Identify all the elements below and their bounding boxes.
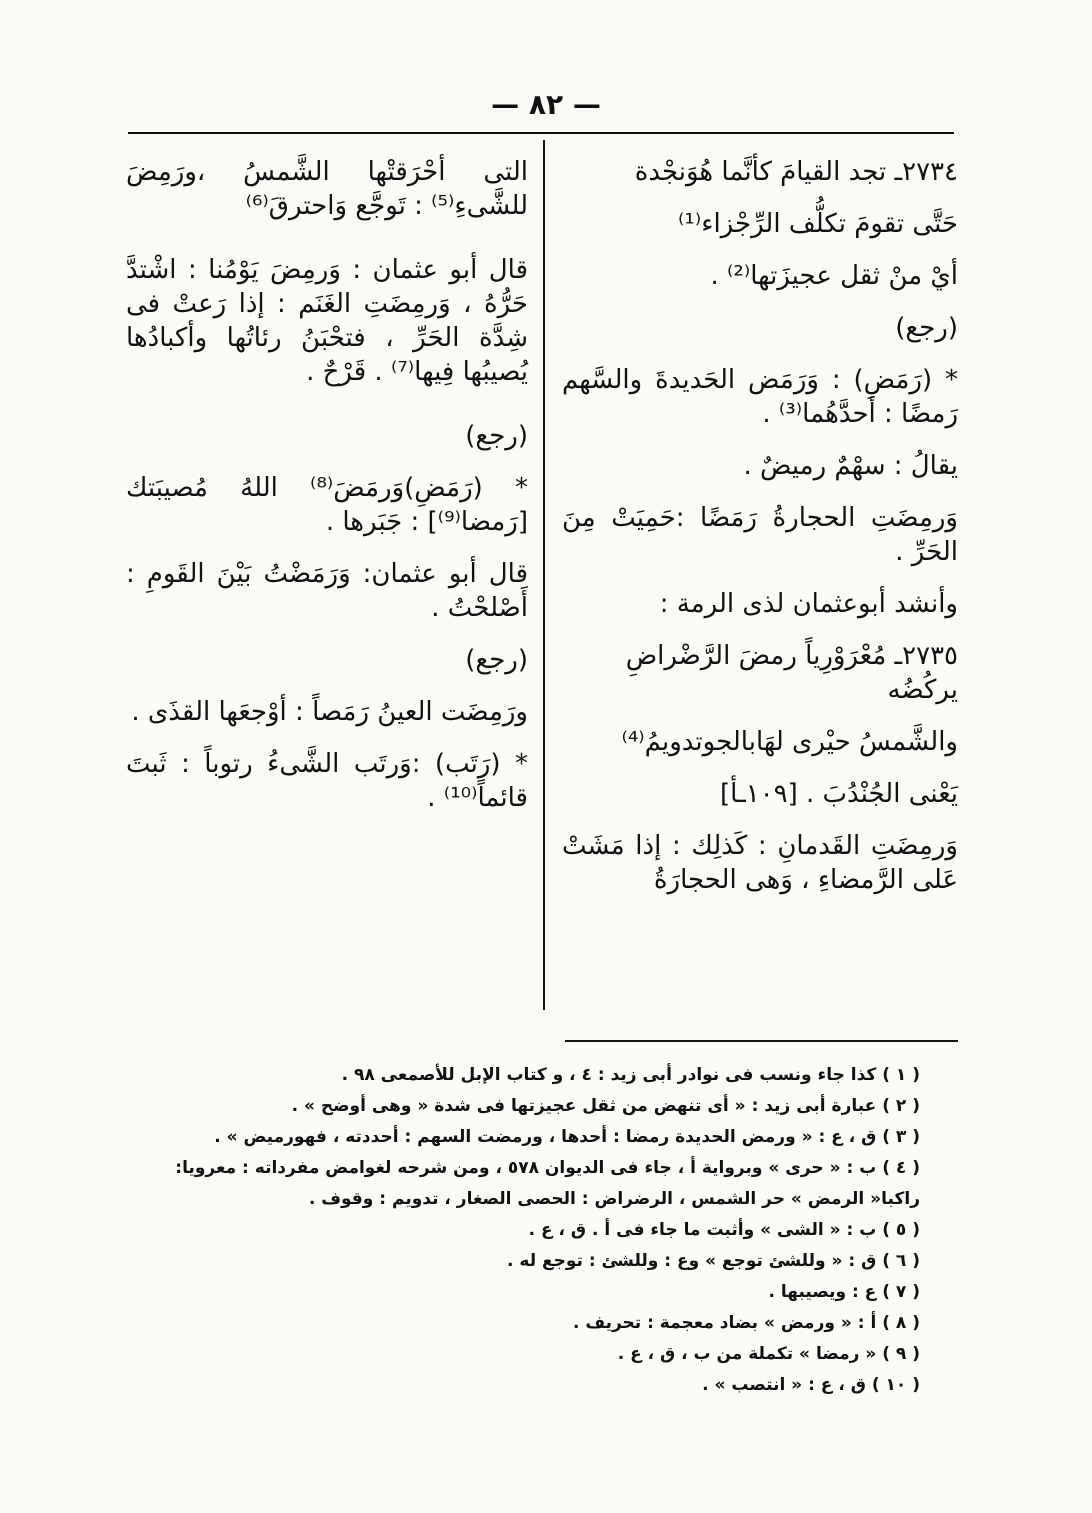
paragraph: يقالُ : سهْمٌ رميضٌ . [743,451,958,481]
paragraph: يَعْنى الجُنْدُبَ . [١٠٩ـأ] [720,779,958,809]
verse-line: والشَّمسُ حيْرى لهَابالجوتدويمُ⁽⁴⁾ [621,727,958,757]
footnote: ( ٧ ) ع : ويصيبها . [768,1282,920,1302]
section-heading: (رجع) [895,313,958,343]
paragraph: ورَمِضَت العينُ رَمَصاً : أوْجعَها القذَى . [131,697,528,727]
entry-paragraph: * (رَمَضِ) : وَرَمَض الحَديدةَ والسَّهم رَمضًا : أحدَّهُما⁽³⁾ . [562,365,958,429]
footnote: ( ٢ ) عبارة أبى زيد : « أى تنهض من ثقل عجيزتها فى شدة « وهى أوضح » . [291,1096,920,1116]
entry-paragraph: * (رَمَضِ)وَرمَضَ⁽⁸⁾ اللهُ مُصيبَتك [رَمضا⁽⁹⁾] : جَبَرها . [126,473,528,537]
section-heading: (رجع) [465,421,528,451]
footnote: ( ٣ ) ق ، ع : « ورمض الحديدة رمضا : أحدها ، ورمضت السهم : أحددته ، فهورميض » . [214,1127,920,1147]
left-column [126,155,528,833]
paragraph: التى أحْرَقتْها الشَّمسُ ،ورَمِضَ للشَّىءِ⁽⁵⁾ : تَوجَّع وَاحترقَ⁽⁶⁾ [126,157,528,221]
top-rule [128,132,954,134]
footnote: ( ٦ ) ق : « وللشئ توجع » وع : وللشئ : توجع له . [507,1251,920,1271]
footnote: ( ٩ ) « رمضا » تكملة من ب ، ق ، ع . [617,1344,920,1364]
verse-line: ٢٧٣٥ـ مُعْرَوْرِياً رمضَ الرَّضْراضِ يركُضُه [625,641,958,705]
footnotes [120,1060,920,1401]
footnote: ( ٤ ) ب : « حرى » وبرواية أ ، جاء فى الديوان ٥٧٨ ، ومن شرحه لغوامض مفرداته : معرويا: راكبا« الرمض » حر الشمس ، الرضراض : الحصى الصغار ، تدويم : وقوف . [175,1158,920,1209]
section-heading: (رجع) [465,645,528,675]
footnote: ( ٥ ) ب : « الشى » وأثبت ما جاء فى أ . ق ، ع . [528,1220,920,1240]
footnote: ( ٨ ) أ : « ورمض » بضاد معجمة : تحريف . [572,1313,920,1333]
column-divider [543,140,545,1010]
page-number: — ٨٢ — [491,88,601,121]
paragraph: أيْ منْ ثقل عجيزَتها⁽²⁾ . [710,261,958,291]
paragraph: قال أبو عثمان : وَرمِضَ يَوْمُنا : اشْتدَّ حَرُّهُ ، وَرمِضَتِ الغَنَم : إذا رَعتْ فى شِدَّة الحَرِّ ، فتحْبَنُ رئاتُها وأكبادُها يُصيبُها فِيها⁽⁷⁾ . قَرْحٌ . [126,255,528,387]
paragraph: وأنشد أبوعثمان لذى الرمة : [659,589,958,619]
footnote: ( ١٠ ) ق ، ع : « انتصب » . [702,1375,920,1395]
paragraph: قال أبو عثمان: وَرَمَضْتُ بَيْنَ القَومِ : أَصْلحْتُ . [126,559,528,623]
entry-paragraph: * (رَتَب) :وَرتَب الشَّىءُ رتوباً : ثَبتَ قائماً⁽¹⁰⁾ . [126,749,528,813]
footnote: ( ١ ) كذا جاء ونسب فى نوادر أبى زيد : ٤ ، و كتاب الإبل للأصمعى ٩٨ . [341,1065,920,1085]
footnote-rule [565,1040,958,1042]
paragraph: وَرمِضَتِ الحجارةُ رَمَضًا :حَمِيَتْ مِنَ الحَرِّ . [562,503,958,567]
verse-line: حَتَّى تقومَ تكلُّف الرِّجْزاء⁽¹⁾ [678,209,958,239]
verse-line: ٢٧٣٤ـ تجد القيامَ كأنَّما هُوَنجْدة [634,157,958,187]
right-column [562,155,958,915]
paragraph: وَرمِضَتِ القَدمانِ : كَذلِك : إذا مَشَتْ عَلى الرَّمضاءِ ، وَهى الحجارَةُ [562,831,958,895]
